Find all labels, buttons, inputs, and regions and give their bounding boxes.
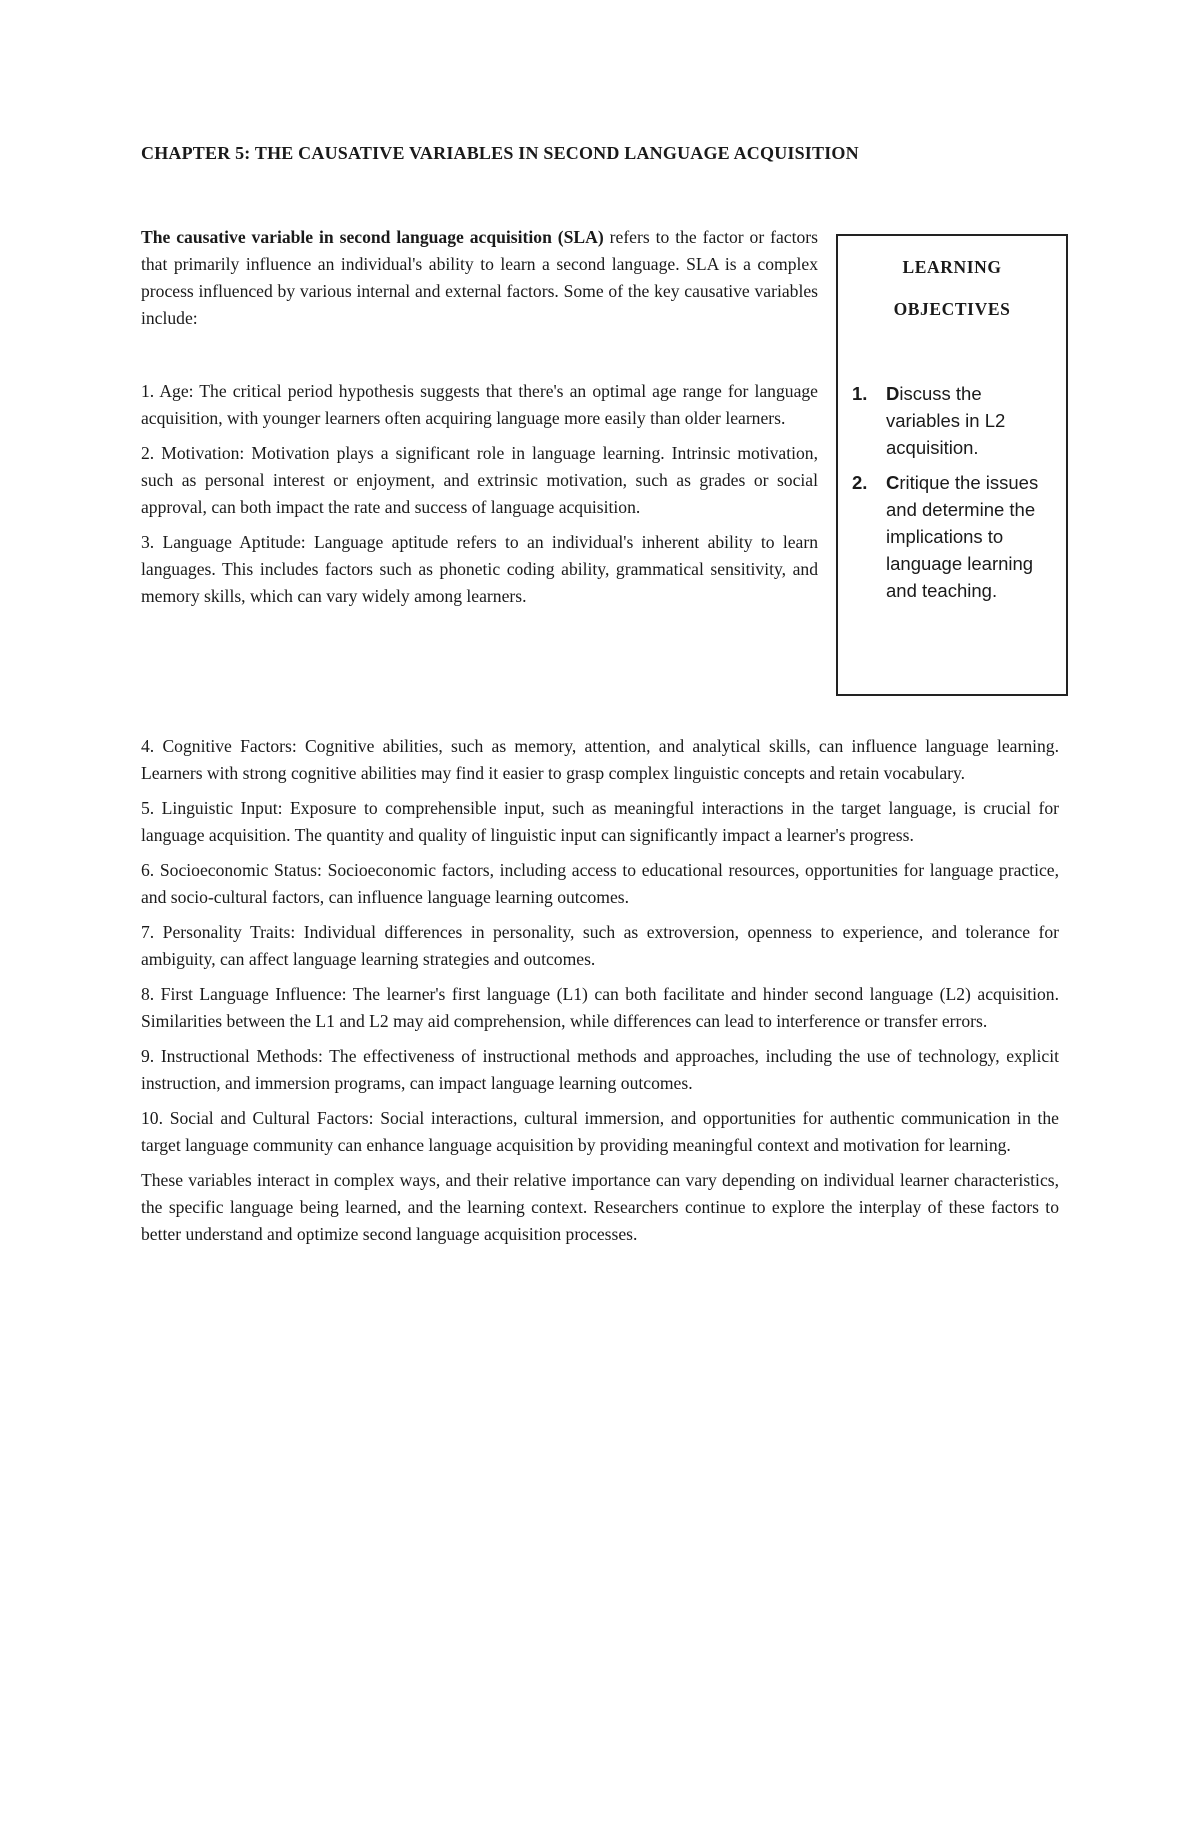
- variable-paragraph: 9. Instructional Methods: The effectiveness of instructional methods and approaches, including the use of technology, explicit instruction, and immersion programs, can impact language learning outcomes.: [141, 1046, 1059, 1093]
- objective-number: 1.: [852, 383, 868, 404]
- variable-paragraph: 2. Motivation: Motivation plays a significant role in language learning. Intrinsic motivation, such as personal interest or enjoyment, and extrinsic motivation, such as grades or social approval, can both impact the rate and success of language acquisition.: [141, 443, 818, 517]
- intro-bold-lead: The causative variable in second language acquisition (SLA): [141, 227, 604, 247]
- objective-item: [838, 380, 1066, 461]
- variable-paragraph: 5. Linguistic Input: Exposure to comprehensible input, such as meaningful interactions in the target language, is crucial for language acquisition. The quantity and quality of linguistic input can significantly impact a learner's progress.: [141, 798, 1059, 845]
- objective-first-letter: C: [886, 472, 900, 493]
- objective-text: iscuss the variables in L2 acquisition.: [886, 383, 1006, 458]
- heading-line: LEARNING: [902, 257, 1002, 277]
- objective-item: [838, 469, 1066, 604]
- variable-paragraph: 8. First Language Influence: The learner's first language (L1) can both facilitate and hinder second language (L2) acquisition. Similarities between the L1 and L2 may aid comprehension, while differences can lead to interference or transfer errors.: [141, 984, 1059, 1031]
- narrow-column: [141, 224, 818, 618]
- heading-line: OBJECTIVES: [893, 299, 1011, 319]
- objective-text: ritique the issues and determine the implications to language learning and teaching.: [886, 472, 1039, 601]
- objectives-list: [838, 380, 1066, 604]
- intro-rest: refers to the factor or factors that primarily influence an individual's ability to learn a second language. SLA is a complex process influenced by various internal and external factors. Some of the key causative variables include:: [141, 227, 818, 328]
- learning-objectives-heading: [838, 246, 1066, 330]
- learning-objectives-box: [836, 234, 1068, 696]
- variable-paragraph: 10. Social and Cultural Factors: Social interactions, cultural immersion, and opportunities for authentic communication in the target language community can enhance language acquisition by providing meaningful context and motivation for learning.: [141, 1108, 1059, 1155]
- full-width-column: [141, 733, 1059, 1256]
- intro-paragraph: [141, 224, 818, 332]
- conclusion-paragraph: These variables interact in complex ways, and their relative importance can vary depending on individual learner characteristics, the specific language being learned, and the learning context. Researchers continue to explore the interplay of these factors to better understand and optimize second language acquisition processes.: [141, 1170, 1059, 1244]
- chapter-title: CHAPTER 5: THE CAUSATIVE VARIABLES IN SECOND LANGUAGE ACQUISITION: [141, 143, 859, 163]
- variable-paragraph: 6. Socioeconomic Status: Socioeconomic factors, including access to educational resources, opportunities for language practice, and socio-cultural factors, can influence language learning outcomes.: [141, 860, 1059, 907]
- objective-number: 2.: [852, 472, 868, 493]
- variable-paragraph: 1. Age: The critical period hypothesis suggests that there's an optimal age range for language acquisition, with younger learners often acquiring language more easily than older learners.: [141, 381, 818, 428]
- variable-paragraph: 7. Personality Traits: Individual differences in personality, such as extroversion, openness to experience, and tolerance for ambiguity, can affect language learning strategies and outcomes.: [141, 922, 1059, 969]
- variable-paragraph: 4. Cognitive Factors: Cognitive abilities, such as memory, attention, and analytical skills, can influence language learning. Learners with strong cognitive abilities may find it easier to grasp complex linguistic concepts and retain vocabulary.: [141, 736, 1059, 783]
- objective-first-letter: D: [886, 383, 900, 404]
- variable-paragraph: 3. Language Aptitude: Language aptitude refers to an individual's inherent ability to learn languages. This includes factors such as phonetic coding ability, grammatical sensitivity, and memory skills, which can vary widely among learners.: [141, 532, 818, 606]
